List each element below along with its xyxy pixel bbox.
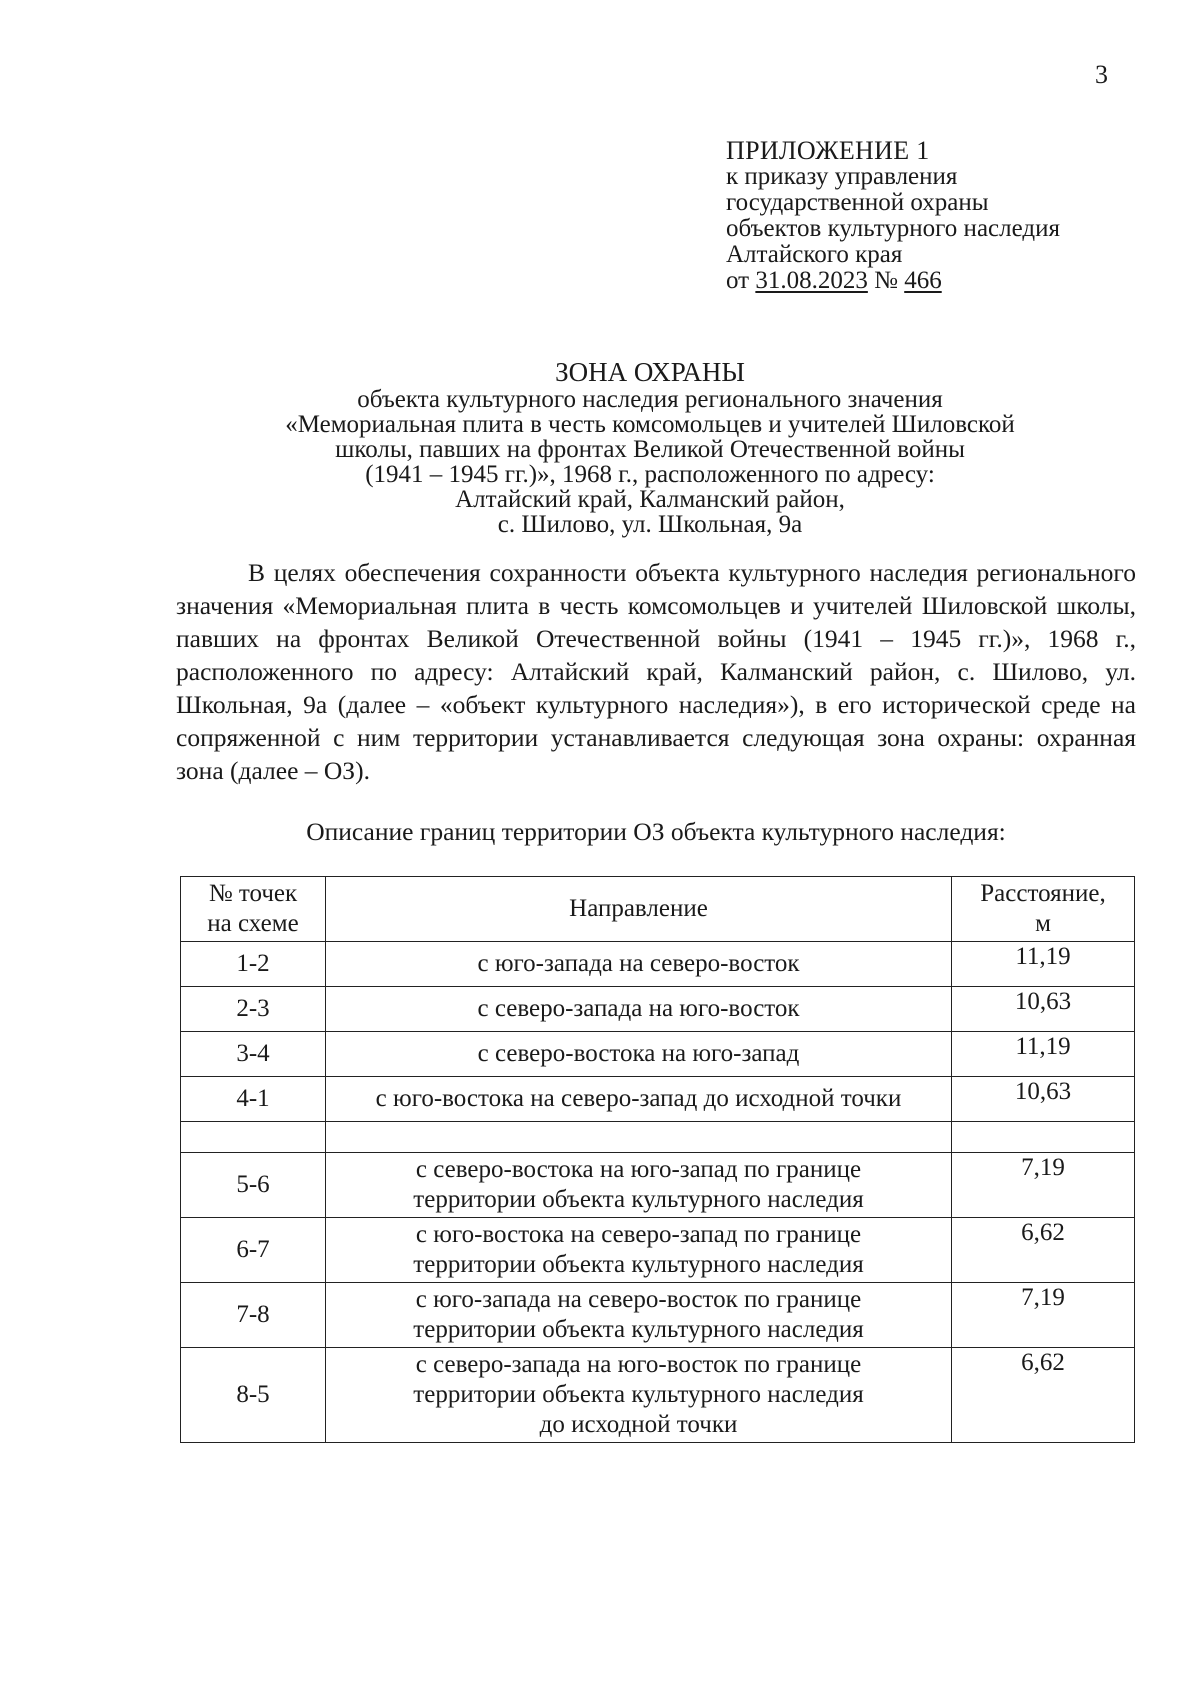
zone-heading	[170, 357, 1130, 538]
header-points-line: № точек	[208, 880, 298, 907]
table-row	[181, 1348, 1135, 1443]
header-points	[181, 877, 326, 942]
direction-line: с юго-востока на северо-запад до исходной точки	[375, 1085, 902, 1112]
number-prefix: №	[867, 267, 905, 294]
direction-line: с юго-востока на северо-запад по границе	[415, 1221, 862, 1248]
zone-line: «Мемориальная плита в честь комсомольцев и учителей Шиловской	[285, 411, 1015, 438]
cell-distance: 10,63	[952, 987, 1135, 1032]
direction-line: с юго-запада на северо-восток по границе	[415, 1286, 862, 1313]
appendix-line: объектов культурного наследия	[726, 215, 1060, 242]
cell-direction	[326, 1153, 952, 1218]
zone-title: ЗОНА ОХРАНЫ	[555, 357, 745, 387]
direction-line: территории объекта культурного наследия	[413, 1316, 864, 1343]
cell-direction	[326, 1122, 952, 1153]
cell-direction	[326, 1077, 952, 1122]
cell-points	[181, 1122, 326, 1153]
appendix-title: ПРИЛОЖЕНИЕ 1	[726, 136, 930, 165]
table-row	[181, 1218, 1135, 1283]
direction-line: территории объекта культурного наследия	[413, 1251, 864, 1278]
table-row	[181, 987, 1135, 1032]
direction-line: с северо-востока на юго-запад по границе	[415, 1156, 862, 1183]
cell-distance: 10,63	[952, 1077, 1135, 1122]
direction-line: территории объекта культурного наследия	[413, 1186, 864, 1213]
cell-points: 4-1	[181, 1077, 326, 1122]
table-header-row	[181, 877, 1135, 942]
order-date: 31.08.2023	[755, 267, 868, 294]
appendix-line: государственной охраны	[726, 189, 989, 216]
cell-direction	[326, 1218, 952, 1283]
cell-points: 5-6	[181, 1153, 326, 1218]
table-row	[181, 1032, 1135, 1077]
cell-distance: 7,19	[952, 1283, 1135, 1348]
table-row	[181, 1283, 1135, 1348]
cell-distance: 6,62	[952, 1348, 1135, 1443]
appendix-date-line	[726, 268, 1146, 294]
cell-points: 6-7	[181, 1218, 326, 1283]
direction-line: с северо-запада на юго-восток	[477, 995, 800, 1022]
cell-distance	[952, 1122, 1135, 1153]
cell-direction	[326, 1283, 952, 1348]
header-points-line: на схеме	[207, 910, 299, 937]
appendix-line: к приказу управления	[726, 163, 958, 190]
date-prefix: от	[726, 267, 756, 294]
cell-distance: 11,19	[952, 1032, 1135, 1077]
header-direction: Направление	[326, 877, 952, 942]
direction-line: с юго-запада на северо-восток	[477, 950, 800, 977]
table-row	[181, 1153, 1135, 1218]
direction-line: с северо-запада на юго-восток по границе	[415, 1351, 862, 1378]
table-caption: Описание границ территории ОЗ объекта культурного наследия:	[306, 817, 1006, 846]
cell-direction	[326, 942, 952, 987]
direction-line: до исходной точки	[539, 1411, 738, 1438]
body-paragraph: В целях обеспечения сохранности объекта культурного наследия регионального значения «Мемориальная плита в честь комсомольцев и учителей Шиловской школы, павших на фронтах Великой Отечественной войны (1941 – 1945 гг.)», 1968 г., расположенного по адресу: Алтайский край, Калманский район, с. Шилово, ул. Школьная, 9а (далее – «объект культурного наследия»), в его исторической среде на сопряженной с ним территории устанавливается следующая зона охраны: охранная зона (далее – ОЗ).	[176, 558, 1136, 785]
order-number: 466	[904, 267, 942, 294]
cell-direction	[326, 1032, 952, 1077]
cell-points: 7-8	[181, 1283, 326, 1348]
cell-points: 8-5	[181, 1348, 326, 1443]
cell-direction	[326, 1348, 952, 1443]
header-distance-line: м	[1035, 910, 1051, 937]
zone-line: (1941 – 1945 гг.)», 1968 г., расположенного по адресу:	[365, 461, 935, 488]
zone-line: Алтайский край, Калманский район,	[455, 486, 845, 513]
cell-distance: 6,62	[952, 1218, 1135, 1283]
cell-direction	[326, 987, 952, 1032]
header-distance	[952, 877, 1135, 942]
direction-line: с северо-востока на юго-запад	[477, 1040, 800, 1067]
table-row	[181, 1077, 1135, 1122]
appendix-header	[726, 138, 1146, 294]
header-distance-line: Расстояние,	[980, 880, 1106, 907]
table-row	[181, 942, 1135, 987]
appendix-line: Алтайского края	[726, 241, 903, 268]
direction-line: территории объекта культурного наследия	[413, 1381, 864, 1408]
cell-distance: 7,19	[952, 1153, 1135, 1218]
zone-line: объекта культурного наследия регионального значения	[357, 386, 943, 413]
cell-distance: 11,19	[952, 942, 1135, 987]
zone-line: школы, павших на фронтах Великой Отечественной войны	[335, 436, 965, 463]
cell-points: 1-2	[181, 942, 326, 987]
table-row-empty	[181, 1122, 1135, 1153]
zone-line: с. Шилово, ул. Школьная, 9а	[497, 511, 803, 538]
cell-points: 3-4	[181, 1032, 326, 1077]
page-number: 3	[1095, 60, 1108, 89]
cell-points: 2-3	[181, 987, 326, 1032]
boundary-table	[180, 876, 1135, 1443]
